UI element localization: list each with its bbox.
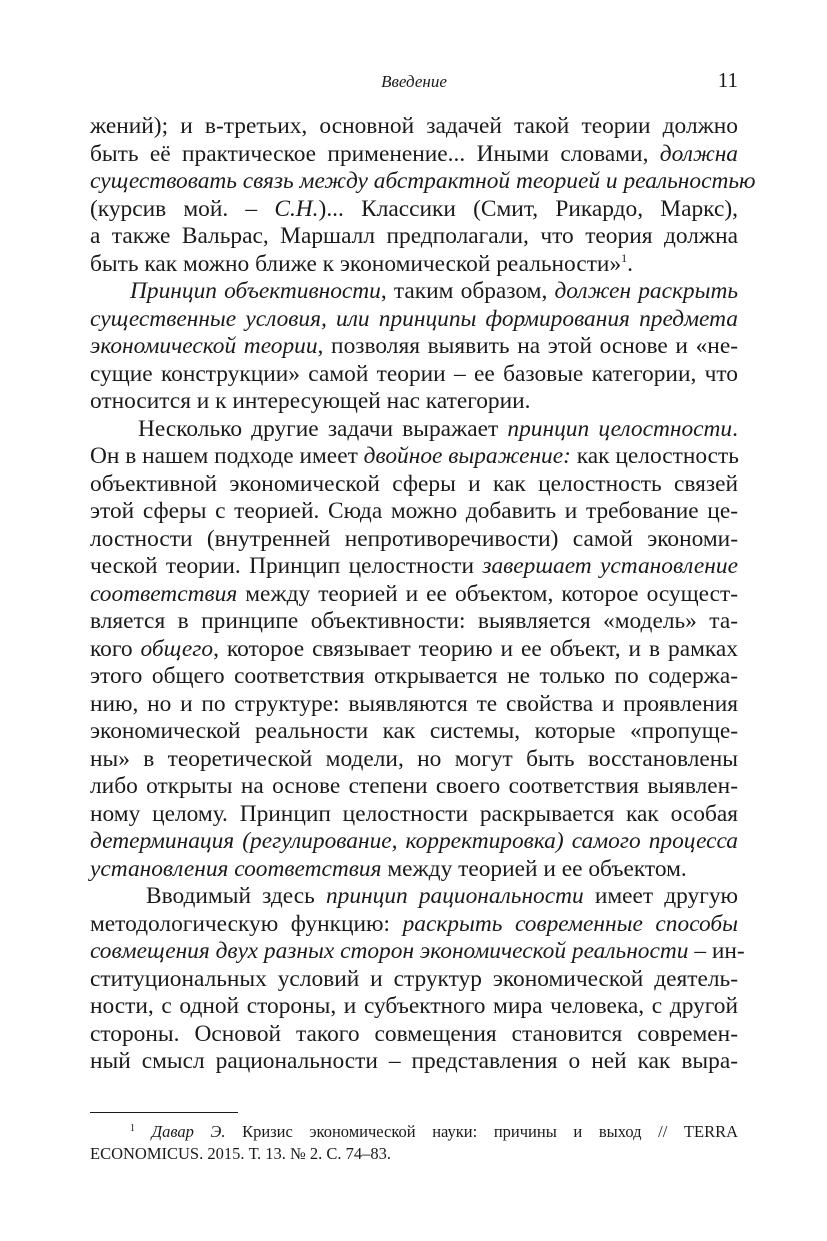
text-line: ному целому. Принцип целостности раскрывается как особая xyxy=(90,800,738,827)
paragraph-2 xyxy=(90,278,738,416)
paragraph-4 xyxy=(90,883,745,1076)
text-line: ности, с одной стороны, и субъектного мира человека, с другой xyxy=(90,993,738,1019)
text-line: Он в нашем подходе имеет двойное выражение: как целостность xyxy=(90,443,739,469)
text-line: методологическую функцию: раскрыть современные способы xyxy=(90,910,738,937)
paragraph-3 xyxy=(90,416,738,884)
text-line: нию, но и по структуре: выявляются те свойства и проявления xyxy=(90,690,738,717)
text-line: быть как можно ближе к экономической реальности»$^1$. xyxy=(90,250,634,277)
text-line: вляется в принципе объективности: выявляется «модель» та- xyxy=(90,608,738,634)
text-line: а также Вальрас, Маршалл предполагали, что теория должна xyxy=(90,223,738,249)
text-line: ный смысл рациональности – представления о ней как выра- xyxy=(90,1048,738,1074)
text-line: стороны. Основой такого совмещения становится современ- xyxy=(90,1020,738,1047)
text-line: ституциональных условий и структур экономической деятель- xyxy=(90,965,738,992)
text-line: существовать связь между абстрактной теорией и реальностью xyxy=(90,168,756,194)
text-line: ческой теории. Принцип целостности завершает установление xyxy=(90,553,738,579)
page-number: 11 xyxy=(717,68,738,92)
text-line: соответствия между теорией и ее объектом, которое осущест- xyxy=(90,580,738,607)
footnote-line: ECONOMICUS. 2015. Т. 13. № 2. С. 74–83. xyxy=(90,1143,392,1163)
text-line: Вводимый здесь принцип рациональности имеет другую xyxy=(146,883,739,909)
text-line: (курсив мой. – С.Н.)... Классики (Смит, Рикардо, Маркс), xyxy=(90,195,738,222)
text-line: лостности (внутренней непротиворечивости) самой экономи- xyxy=(90,525,738,552)
text-line: экономической теории, позволяя выявить на этой основе и «не- xyxy=(90,333,738,359)
text-line: относится и к интересующей нас категории. xyxy=(90,388,531,414)
text-line: этой сферы с теорией. Сюда можно добавить и требование це- xyxy=(90,498,738,524)
text-line: либо открыты на основе степени своего соответствия выявлен- xyxy=(90,773,738,799)
text-line: жений); и в-третьих, основной задачей такой теории должно xyxy=(90,113,738,139)
footnote-divider xyxy=(90,1112,238,1113)
text-line: этого общего соответствия открывается не только по содержа- xyxy=(90,663,738,689)
text-line: быть её практическое применение... Иными словами, должна xyxy=(90,140,738,167)
running-header xyxy=(90,68,738,98)
text-line: Несколько другие задачи выражает принцип целостности. xyxy=(138,415,738,442)
footnote-ref[interactable]: 1 xyxy=(621,250,628,265)
text-line: существенные условия, или принципы формирования предмета xyxy=(90,305,738,332)
text-line: сущие конструкции» самой теории – ее базовые категории, что xyxy=(90,360,738,387)
body-text xyxy=(90,113,756,1076)
text-line: объективной экономической сферы и как целостность связей xyxy=(90,470,738,497)
running-title: Введение xyxy=(381,72,447,91)
paragraph-1 xyxy=(90,113,756,278)
footnote-line: $^1$ Давар Э. Кризис экономической науки: причины и выход // TERRA xyxy=(130,1122,739,1141)
text-line: совмещения двух разных сторон экономической реальности – ин- xyxy=(90,938,745,964)
text-line: установления соответствия между теорией и ее объектом. xyxy=(90,855,687,882)
text-line: Принцип объективности, таким образом, должен раскрыть xyxy=(130,278,738,304)
text-line: детерминация (регулирование, корректировка) самого процесса xyxy=(90,828,738,854)
footnote xyxy=(90,1121,738,1164)
text-line: ны» в теоретической модели, но могут быть восстановлены xyxy=(90,745,738,772)
footnote-number: 1 xyxy=(130,1123,135,1134)
text-line: кого общего, которое связывает теорию и ее объект, и в рамках xyxy=(90,635,738,662)
text-line: экономической реальности как системы, которые «пропуще- xyxy=(90,718,738,744)
